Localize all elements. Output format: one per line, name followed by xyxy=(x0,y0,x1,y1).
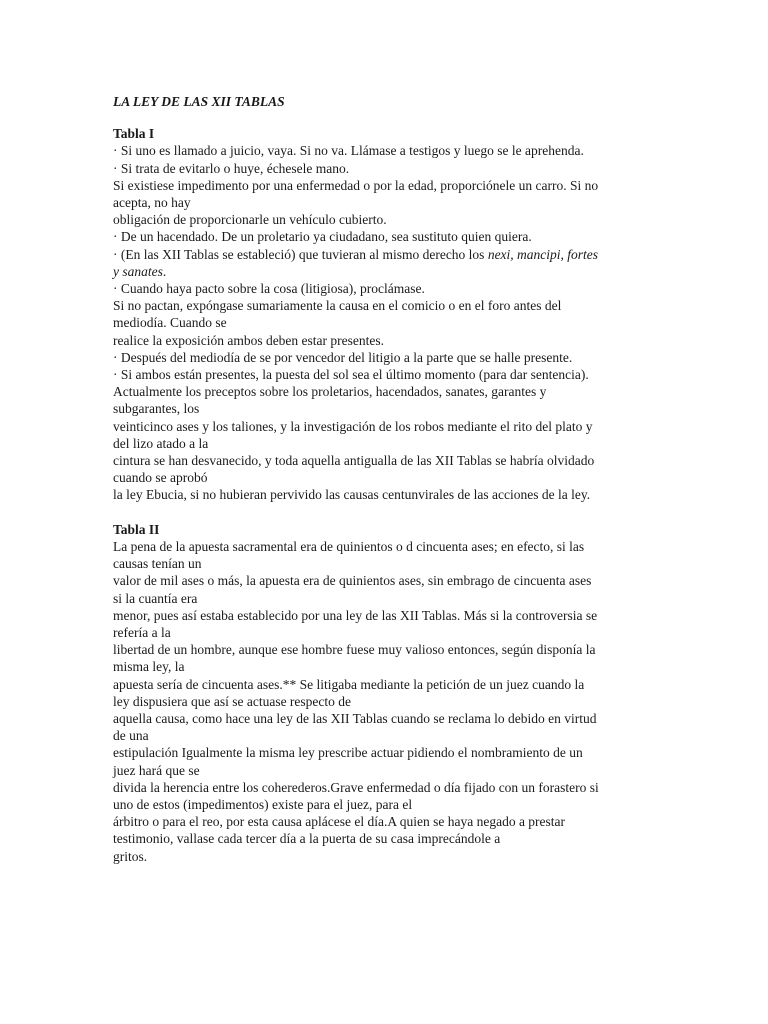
document-title: LA LEY DE LAS XII TABLAS xyxy=(113,94,285,109)
text-line: juez hará que se xyxy=(113,762,200,778)
text-line: misma ley, la xyxy=(113,659,185,675)
text-line: · Si ambos están presentes, la puesta del sol sea el último momento (para dar sentencia). xyxy=(113,367,589,383)
text-line: Si existiese impedimento por una enfermedad o por la edad, proporciónele un carro. Si no xyxy=(113,177,599,193)
text-line: cuando se aprobó xyxy=(113,470,208,486)
section-body-tabla-2 xyxy=(113,538,658,865)
text-line: gritos. xyxy=(113,848,148,864)
text-line: · De un hacendado. De un proletario ya ciudadano, sea sustituto quien quiera. xyxy=(113,229,532,245)
text-line xyxy=(113,246,658,263)
text-line: aquella causa, como hace una ley de las XII Tablas cuando se reclama lo debido en virtud xyxy=(113,711,597,727)
text-line: del lizo atado a la xyxy=(113,435,209,451)
text-line: si la cuantía era xyxy=(113,590,198,606)
text-line: divida la herencia entre los coherederos.Grave enfermedad o día fijado con un forastero si xyxy=(113,779,599,795)
text-run: · (En las XII Tablas se estableció) que tuvieran al mismo derecho los xyxy=(113,246,488,262)
text-line: menor, pues así estaba establecido por una ley de las XII Tablas. Más si la controversia se xyxy=(113,607,598,623)
text-line: · Si trata de evitarlo o huye, échesele mano. xyxy=(113,160,350,176)
text-line: testimonio, vallase cada tercer día a la puerta de su casa imprecándole a xyxy=(113,831,501,847)
text-line: realice la exposición ambos deben estar presentes. xyxy=(113,332,385,348)
section-heading-tabla-2: Tabla II xyxy=(113,521,160,537)
text-line: veinticinco ases y los taliones, y la investigación de los robos mediante el rito del plato y xyxy=(113,418,593,434)
text-line: apuesta sería de cincuenta ases.** Se litigaba mediante la petición de un juez cuando la xyxy=(113,676,585,692)
text-line: la ley Ebucia, si no hubieran pervivido las causas centunvirales de las acciones de la ley. xyxy=(113,487,591,503)
text-line: · Después del mediodía de se por vencedor del litigio a la parte que se halle presente. xyxy=(113,349,573,365)
text-line: acepta, no hay xyxy=(113,194,191,210)
text-line: · Cuando haya pacto sobre la cosa (litigiosa), proclámase. xyxy=(113,281,425,296)
text-line: libertad de un hombre, aunque ese hombre fuese muy valioso entonces, según disponía la xyxy=(113,642,596,658)
text-line: La pena de la apuesta sacramental era de quinientos o d cincuenta ases; en efecto, si las xyxy=(113,539,585,555)
section-heading-tabla-1: Tabla I xyxy=(113,126,155,142)
text-line: mediodía. Cuando se xyxy=(113,315,227,331)
section-spacer xyxy=(113,504,658,521)
text-line: refería a la xyxy=(113,625,171,641)
text-line: árbitro o para el reo, por esta causa aplácese el día.A quien se haya negado a prestar xyxy=(113,814,566,830)
text-line: · Si uno es llamado a juicio, vaya. Si no va. Llámase a testigos y luego se le aprehenda. xyxy=(113,143,584,159)
text-line: subgarantes, los xyxy=(113,401,200,417)
text-line: ley dispusiera que así se actuase respecto de xyxy=(113,693,352,709)
document-page xyxy=(113,93,658,865)
text-line: uno de estos (impedimentos) existe para el juez, para el xyxy=(113,797,413,813)
text-line: causas tenían un xyxy=(113,556,202,572)
italic-terms: nexi, mancipi, fortes xyxy=(487,246,599,262)
text-line: Si no pactan, expóngase sumariamente la causa en el comicio o en el foro antes del xyxy=(113,298,562,314)
text-line: estipulación Igualmente la misma ley prescribe actuar pidiendo el nombramiento de un xyxy=(113,745,583,761)
text-line: obligación de proporcionarle un vehículo cubierto. xyxy=(113,212,387,228)
section-body-tabla-1 xyxy=(113,142,658,503)
text-line: valor de mil ases o más, la apuesta era de quinientos ases, sin embrago de cincuenta ases xyxy=(113,573,592,589)
italic-terms: y sanates xyxy=(113,263,163,279)
text-line: Actualmente los preceptos sobre los proletarios, hacendados, sanates, garantes y xyxy=(113,384,547,400)
text-line: de una xyxy=(113,728,149,744)
text-line: cintura se han desvanecido, y toda aquella antigualla de las XII Tablas se habría olvidado xyxy=(113,453,595,469)
text-line: y sanates. xyxy=(113,263,167,279)
